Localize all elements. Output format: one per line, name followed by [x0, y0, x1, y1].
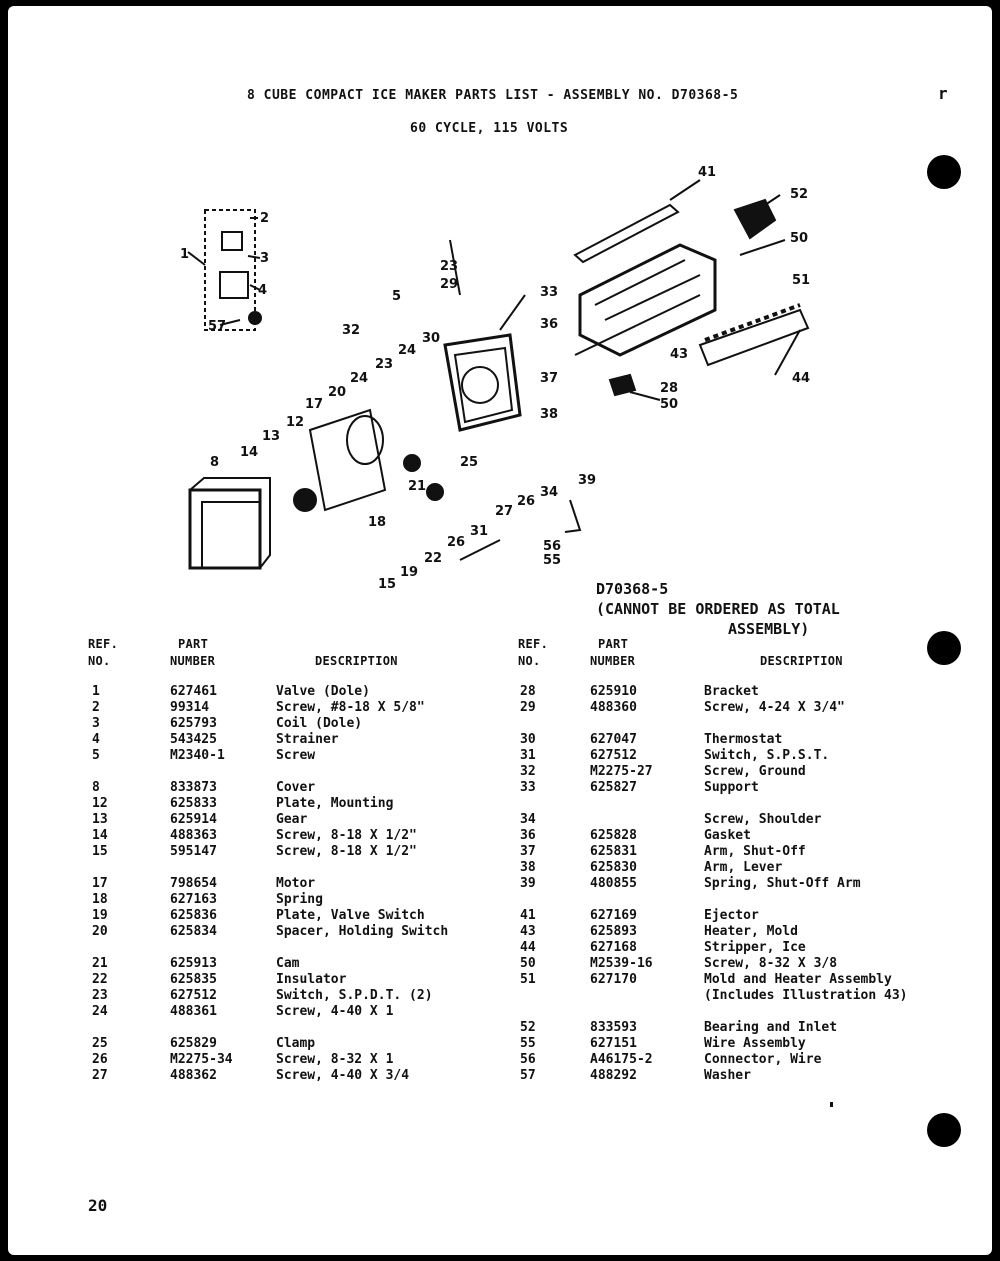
svg-text:13: 13 [262, 429, 281, 444]
part-number: 627512 [170, 988, 217, 1003]
svg-text:23: 23 [375, 357, 394, 372]
part-description: Mold and Heater Assembly [704, 972, 892, 987]
ref-header-line2: NO. [88, 654, 111, 668]
part-description: Strainer [276, 732, 339, 747]
svg-text:24: 24 [398, 343, 417, 358]
part-number: 627512 [590, 748, 637, 763]
part-number: 625834 [170, 924, 217, 939]
part-description: Screw, 4-40 X 3/4 [276, 1068, 410, 1083]
page-number: 20 [88, 1196, 108, 1215]
ref-number: 5 [92, 748, 100, 763]
svg-text:51: 51 [792, 273, 811, 288]
part-number: M2539-16 [590, 956, 653, 971]
svg-text:14: 14 [240, 445, 259, 460]
svg-text:30: 30 [422, 331, 441, 346]
svg-text:33: 33 [540, 285, 559, 300]
svg-text:2: 2 [260, 211, 270, 226]
ref-number: 15 [92, 844, 108, 859]
ref-header: REF. [518, 637, 549, 651]
assembly-note-cont: ASSEMBLY) [728, 620, 810, 638]
part-number: 625833 [170, 796, 217, 811]
part-description: Cover [276, 780, 316, 795]
binder-hole [927, 631, 961, 665]
part-description: Gasket [704, 828, 751, 843]
part-description: Cam [276, 956, 300, 971]
ref-number: 23 [92, 988, 108, 1003]
svg-text:41: 41 [698, 165, 717, 180]
stray-mark [830, 1102, 833, 1107]
svg-text:15: 15 [378, 577, 397, 592]
part-number: 627170 [590, 972, 637, 987]
part-description: Screw [276, 748, 316, 763]
ref-number: 1 [92, 684, 100, 699]
part-description: Heater, Mold [704, 924, 798, 939]
switch-shape [427, 484, 443, 500]
part-number: 488362 [170, 1068, 217, 1083]
part-number: 625893 [590, 924, 637, 939]
part-number: A46175-2 [590, 1052, 653, 1067]
valve-body-shape [220, 272, 248, 298]
stripper-teeth-shape [705, 305, 800, 340]
ref-number: 26 [92, 1052, 108, 1067]
ref-number: 33 [520, 780, 536, 795]
part-number: 833593 [590, 1020, 637, 1035]
svg-text:18: 18 [368, 515, 387, 530]
ref-number: 22 [92, 972, 108, 987]
part-number: 627168 [590, 940, 637, 955]
part-number: 627151 [590, 1036, 637, 1051]
part-description: Motor [276, 876, 316, 891]
valve-coil-shape [222, 232, 242, 250]
part-number: 625831 [590, 844, 637, 859]
ref-number: 29 [520, 700, 536, 715]
part-number: 543425 [170, 732, 217, 747]
svg-text:37: 37 [540, 371, 559, 386]
corner-mark: r [938, 84, 948, 103]
part-header-line2: NUMBER [170, 654, 216, 668]
part-description: Bearing and Inlet [704, 1020, 838, 1035]
svg-text:25: 25 [460, 455, 479, 470]
part-description: Clamp [276, 1036, 316, 1051]
gear-shape [294, 489, 316, 511]
ref-number: 8 [92, 780, 100, 795]
svg-text:17: 17 [305, 397, 324, 412]
svg-text:8: 8 [210, 455, 220, 470]
part-description: Spring [276, 892, 323, 907]
motor-shape [347, 416, 383, 464]
svg-text:38: 38 [540, 407, 559, 422]
part-number: 595147 [170, 844, 217, 859]
svg-text:44: 44 [792, 371, 811, 386]
ref-number: 3 [92, 716, 100, 731]
part-number: 625836 [170, 908, 217, 923]
svg-text:32: 32 [342, 323, 361, 338]
ref-number: 18 [92, 892, 108, 907]
ref-number: 24 [92, 1004, 108, 1019]
part-number: 625910 [590, 684, 637, 699]
part-description: Screw, Shoulder [704, 812, 822, 827]
part-number: 488361 [170, 1004, 217, 1019]
ref-number: 55 [520, 1036, 536, 1051]
svg-text:22: 22 [424, 551, 443, 566]
ref-number: 41 [520, 908, 536, 923]
svg-text:3: 3 [260, 251, 270, 266]
svg-text:26: 26 [517, 494, 536, 509]
assembly-number: D70368-5 [596, 580, 669, 598]
svg-text:12: 12 [286, 415, 305, 430]
ref-number: 44 [520, 940, 536, 955]
part-number: 488292 [590, 1068, 637, 1083]
part-number: 625793 [170, 716, 217, 731]
ref-number: 28 [520, 684, 536, 699]
part-description: Thermostat [704, 732, 783, 747]
svg-text:26: 26 [447, 535, 466, 550]
ref-number: 34 [520, 812, 536, 827]
part-description: Screw, 4-24 X 3/4" [704, 700, 845, 715]
part-number: 625914 [170, 812, 217, 827]
callout-numbers [180, 165, 810, 592]
svg-text:43: 43 [670, 347, 689, 362]
page-title: 8 CUBE COMPACT ICE MAKER PARTS LIST - ASSEMBLY NO. D70368-5 [247, 88, 739, 103]
ref-number: 39 [520, 876, 536, 891]
svg-text:28: 28 [660, 381, 679, 396]
exploded-parts-diagram [160, 160, 860, 600]
svg-text:50: 50 [790, 231, 809, 246]
part-description: Arm, Lever [704, 860, 783, 875]
ref-number: 50 [520, 956, 536, 971]
binder-hole [927, 155, 961, 189]
ref-number: 31 [520, 748, 536, 763]
ref-number: 56 [520, 1052, 536, 1067]
ref-number: 52 [520, 1020, 536, 1035]
ref-number: 30 [520, 732, 536, 747]
svg-text:29: 29 [440, 277, 459, 292]
svg-text:23: 23 [440, 259, 459, 274]
ref-number: 27 [92, 1068, 108, 1083]
description-header: DESCRIPTION [760, 654, 843, 668]
ref-number: 57 [520, 1068, 536, 1083]
ref-number: 38 [520, 860, 536, 875]
svg-text:4: 4 [258, 283, 268, 298]
ref-number: 51 [520, 972, 536, 987]
part-description: Plate, Valve Switch [276, 908, 425, 923]
part-number: 625827 [590, 780, 637, 795]
ref-number: 25 [92, 1036, 108, 1051]
part-description: Support [704, 780, 759, 795]
svg-text:27: 27 [495, 504, 514, 519]
support-housing-inner-shape [455, 348, 512, 422]
mold-cavities-shape [595, 260, 700, 320]
svg-text:19: 19 [400, 565, 419, 580]
svg-text:36: 36 [540, 317, 559, 332]
part-description: Screw, 8-32 X 3/8 [704, 956, 838, 971]
part-description: Screw, 4-40 X 1 [276, 1004, 394, 1019]
ref-number: 2 [92, 700, 100, 715]
part-header: PART [598, 637, 629, 651]
part-description: Washer [704, 1068, 751, 1083]
part-number: 99314 [170, 700, 210, 715]
svg-text:57: 57 [208, 319, 227, 334]
cam-shape [404, 455, 420, 471]
svg-text:55: 55 [543, 553, 562, 568]
part-number: 625913 [170, 956, 217, 971]
part-description: Stripper, Ice [704, 940, 806, 955]
part-description: Valve (Dole) [276, 684, 370, 699]
part-header-line2: NUMBER [590, 654, 636, 668]
part-number: 627047 [590, 732, 637, 747]
part-number: 627461 [170, 684, 217, 699]
part-description: Arm, Shut-Off [704, 844, 806, 859]
part-number: 625828 [590, 828, 637, 843]
description-header: DESCRIPTION [315, 654, 398, 668]
svg-text:34: 34 [540, 485, 559, 500]
part-description: Spring, Shut-Off Arm [704, 876, 861, 891]
svg-text:56: 56 [543, 539, 562, 554]
svg-text:5: 5 [392, 289, 402, 304]
ref-header: REF. [88, 637, 119, 651]
ref-number: 19 [92, 908, 108, 923]
ref-number: 37 [520, 844, 536, 859]
part-number: 627163 [170, 892, 217, 907]
part-description: Screw, 8-18 X 1/2" [276, 828, 417, 843]
valve-assembly-outline [205, 210, 255, 330]
cover-inner-shape [202, 502, 260, 568]
part-description: Switch, S.P.S.T. [704, 748, 830, 763]
ref-number: 43 [520, 924, 536, 939]
part-header: PART [178, 637, 209, 651]
svg-text:21: 21 [408, 479, 427, 494]
part-description: Screw, 8-32 X 1 [276, 1052, 394, 1067]
washer-shape [249, 312, 261, 324]
part-description: Spacer, Holding Switch [276, 924, 449, 939]
ref-header-line2: NO. [518, 654, 541, 668]
svg-text:50: 50 [660, 397, 679, 412]
housing-cam-shape [462, 367, 498, 403]
part-number: 625830 [590, 860, 637, 875]
part-number: 833873 [170, 780, 217, 795]
ref-number: 4 [92, 732, 100, 747]
part-description: Screw, 8-18 X 1/2" [276, 844, 417, 859]
part-description: Ejector [704, 908, 759, 923]
part-number: 480855 [590, 876, 637, 891]
part-number: M2275-27 [590, 764, 653, 779]
ref-number: 32 [520, 764, 536, 779]
part-number: 488360 [590, 700, 637, 715]
part-description: Insulator [276, 972, 347, 987]
svg-text:31: 31 [470, 524, 489, 539]
part-number: 625835 [170, 972, 217, 987]
page-subtitle: 60 CYCLE, 115 VOLTS [410, 121, 569, 136]
svg-text:1: 1 [180, 247, 190, 262]
part-description: (Includes Illustration 43) [704, 988, 908, 1003]
ref-number: 12 [92, 796, 108, 811]
part-number: M2275-34 [170, 1052, 233, 1067]
part-description: Bracket [704, 684, 759, 699]
svg-text:39: 39 [578, 473, 597, 488]
part-number: 798654 [170, 876, 217, 891]
ref-number: 21 [92, 956, 108, 971]
part-description: Coil (Dole) [276, 716, 363, 731]
assembly-note: (CANNOT BE ORDERED AS TOTAL [596, 600, 840, 618]
part-number: 627169 [590, 908, 637, 923]
ref-number: 13 [92, 812, 108, 827]
svg-text:24: 24 [350, 371, 369, 386]
ref-number: 20 [92, 924, 108, 939]
ref-number: 17 [92, 876, 108, 891]
svg-text:20: 20 [328, 385, 347, 400]
binder-hole [927, 1113, 961, 1147]
part-description: Connector, Wire [704, 1052, 822, 1067]
part-description: Gear [276, 812, 308, 827]
part-number: M2340-1 [170, 748, 225, 763]
part-description: Wire Assembly [704, 1036, 806, 1051]
svg-text:52: 52 [790, 187, 809, 202]
ref-number: 14 [92, 828, 108, 843]
part-description: Screw, #8-18 X 5/8" [276, 700, 425, 715]
ref-number: 36 [520, 828, 536, 843]
part-number: 625829 [170, 1036, 217, 1051]
part-description: Plate, Mounting [276, 796, 394, 811]
part-number: 488363 [170, 828, 217, 843]
bearing-inlet-shape [735, 200, 775, 238]
part-description: Screw, Ground [704, 764, 806, 779]
part-description: Switch, S.P.D.T. (2) [276, 988, 433, 1003]
